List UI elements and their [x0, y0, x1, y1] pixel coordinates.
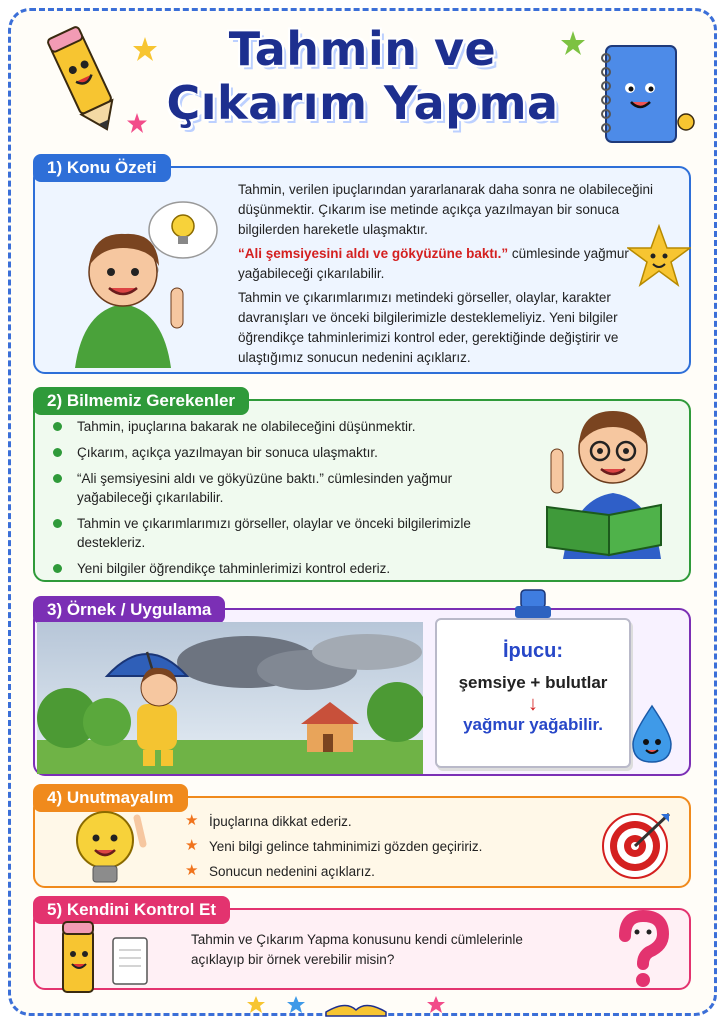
section-label: 4) Unutmayalım [33, 784, 188, 812]
bullet-icon [53, 422, 62, 431]
tip-clues: şemsiye + bulutlar [458, 673, 608, 692]
star-bullet-icon: ★ [185, 862, 199, 879]
star-icon [247, 996, 265, 1013]
self-check-question: Tahmin ve Çıkarım Yapma konusunu kendi cümlelerinle açıklayıp bir örnek verebilir misin? [191, 932, 523, 967]
pencil-with-notepad-icon [49, 918, 159, 1002]
section-topic-summary [33, 158, 691, 374]
notebook-mascot-icon [598, 40, 698, 150]
list-item: ★ Yeni bilgi gelince tahminimizi gözden geçiririz. [185, 837, 483, 854]
summary-paragraph-2 [238, 244, 678, 284]
star-mascot-icon [627, 224, 691, 288]
example-quote: “Ali şemsiyesini aldı ve gökyüzüne baktı.” [238, 246, 509, 261]
bullet-icon [53, 448, 62, 457]
list-item: ★ Sonucun nedenini açıklarız. [185, 862, 375, 879]
section-self-check [33, 900, 691, 990]
bullet-icon [53, 474, 62, 483]
bottom-decoration [246, 994, 466, 1018]
pencil-mascot-icon [30, 22, 140, 142]
question-mark-mascot-icon [607, 910, 677, 990]
star-bullet-icon: ★ [185, 812, 199, 829]
list-item: Çıkarım, açıkça yazılmayan bir sonuca ulaşmaktır. [49, 443, 479, 462]
list-item: “Ali şemsiyesini aldı ve gökyüzüne baktı.” cümlesinden yağmur yağabileceği çıkarılabilir. [49, 469, 479, 507]
section-label: 3) Örnek / Uygulama [33, 596, 225, 624]
star-icon [126, 112, 148, 134]
summary-paragraph-3: Tahmin ve çıkarımlarımızı metindeki görseller, olaylar, karakter davranışları ve önceki bilgilerimizle desteklemeliyiz. Yeni bilgiler öğrendikçe tahminlerimizi kontrol eder, gerektiğinde değiştirir ve ulaştığımız sonucun nedenini açıklarız. [238, 290, 619, 365]
paper-clip-icon [513, 588, 553, 622]
bullet-icon [53, 519, 62, 528]
down-arrow-icon: ↓ [528, 693, 538, 715]
star-icon [427, 996, 445, 1013]
list-item: Tahmin ve çıkarımlarımızı görseller, olaylar ve önceki bilgilerimizle destekleriz. [49, 514, 479, 552]
title-line-2: Çıkarım Yapma [166, 76, 559, 130]
section-label: 5) Kendini Kontrol Et [33, 896, 230, 924]
list-item: ★ İpuçlarına dikkat ederiz. [185, 812, 352, 829]
remember-list [185, 812, 482, 887]
rainy-scene-illustration-icon [37, 622, 423, 774]
section-remember [33, 788, 691, 888]
star-bullet-icon: ★ [185, 837, 199, 854]
target-icon [599, 806, 675, 882]
open-book-icon [326, 1005, 386, 1016]
section-example [33, 600, 691, 776]
water-drop-mascot-icon [629, 704, 675, 764]
page-title [150, 22, 575, 130]
list-item: Tahmin, ipuçlarına bakarak ne olabileceğini düşünmektir. [49, 417, 479, 436]
need-to-know-list [49, 417, 479, 585]
title-line-1: Tahmin ve [228, 22, 497, 76]
tip-conclusion: yağmur yağabilir. [463, 715, 603, 734]
tip-card [435, 618, 631, 768]
section-need-to-know [33, 391, 691, 582]
section-label: 2) Bilmemiz Gerekenler [33, 387, 249, 415]
boy-thinking-illustration-icon [53, 192, 233, 372]
light-bulb-mascot-icon [65, 808, 155, 888]
bullet-icon [53, 564, 62, 573]
star-icon [287, 996, 305, 1013]
section-label: 1) Konu Özeti [33, 154, 171, 182]
example-rest: cümlesinde yağmur yağabileceği çıkarılabilir. [238, 246, 629, 281]
summary-paragraph-1: Tahmin, verilen ipuçlarından yararlanarak daha sonra ne olabileceğini düşünmektir. Çıkarım ise metinde açıkça yazılmayan bir sonuca bilgilerden hareketle ulaşmaktır. [238, 182, 653, 237]
boy-reading-book-illustration-icon [533, 389, 683, 561]
list-item: Yeni bilgiler öğrendikçe tahminlerimizi kontrol ederiz. [49, 559, 479, 578]
tip-title: İpucu: [503, 640, 563, 662]
